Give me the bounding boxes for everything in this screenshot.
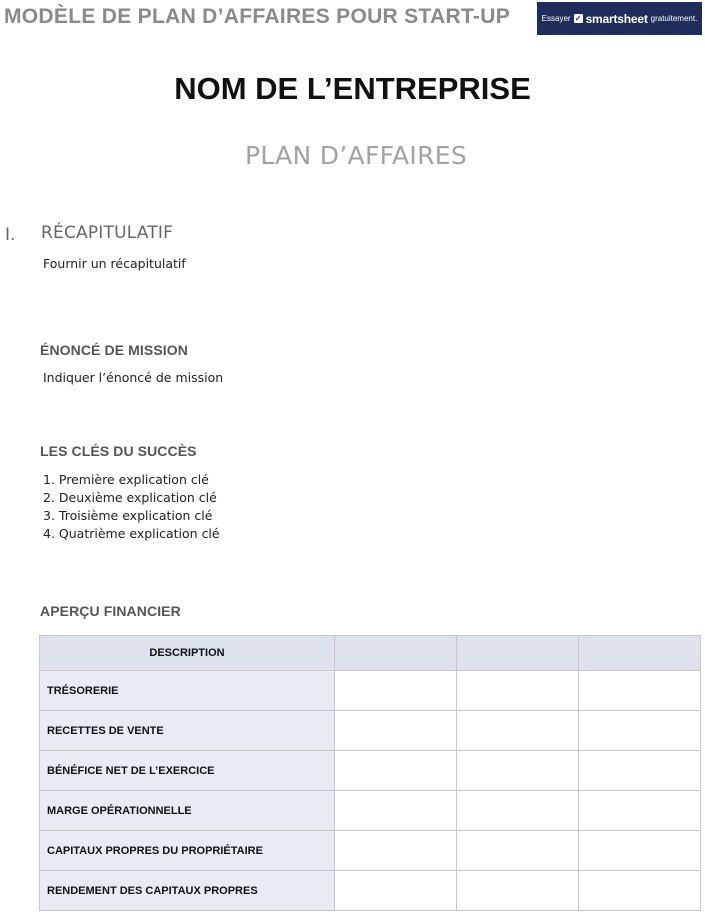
table-row [40,831,701,871]
plan-title: PLAN D’AFFAIRES [244,141,468,170]
financial-table [39,635,701,911]
table-cell[interactable] [335,831,457,871]
column-header [335,636,457,671]
smartsheet-promo-button[interactable] [537,2,702,35]
table-cell[interactable] [457,871,579,911]
row-label: BÉNÉFICE NET DE L’EXERCICE [40,751,335,791]
mission-heading: ÉNONCÉ DE MISSION [40,342,188,358]
list-item: 1. Première explication clé [43,472,209,487]
row-label: RENDEMENT DES CAPITAUX PROPRES [40,871,335,911]
document-header-title: MODÈLE DE PLAN D’AFFAIRES POUR START-UP [4,5,510,28]
table-cell[interactable] [335,711,457,751]
list-item: 3. Troisième explication clé [43,508,213,523]
table-cell[interactable] [335,671,457,711]
table-cell[interactable] [579,871,701,911]
table-row [40,791,701,831]
company-name: NOM DE L’ENTREPRISE [174,71,531,106]
promo-suffix: gratuitement. [650,14,698,23]
promo-brand: smartsheet [585,11,648,26]
promo-prefix: Essayer [541,14,571,23]
table-row [40,671,701,711]
section-number: I. [5,225,16,245]
column-header [579,636,701,671]
table-cell[interactable] [579,711,701,751]
column-header [457,636,579,671]
description-header: DESCRIPTION [40,636,335,671]
table-cell[interactable] [335,751,457,791]
summary-text: Fournir un récapitulatif [43,256,186,271]
table-cell[interactable] [457,791,579,831]
table-cell[interactable] [579,671,701,711]
table-cell[interactable] [579,751,701,791]
table-row [40,711,701,751]
table-row [40,871,701,911]
list-item: 4. Quatrième explication clé [43,526,220,541]
table-row [40,751,701,791]
row-label: TRÉSORERIE [40,671,335,711]
table-cell[interactable] [579,791,701,831]
list-item: 2. Deuxième explication clé [43,490,217,505]
table-cell[interactable] [335,791,457,831]
checkmark-logo-icon: ✓ [574,14,582,23]
mission-text: Indiquer l’énoncé de mission [43,370,224,385]
financial-heading: APERÇU FINANCIER [40,603,181,619]
section-title: RÉCAPITULATIF [41,223,174,243]
table-cell[interactable] [457,711,579,751]
table-cell[interactable] [457,831,579,871]
table-header-row [40,636,701,671]
table-cell[interactable] [457,671,579,711]
keys-heading: LES CLÉS DU SUCCÈS [40,443,197,459]
keys-list [43,471,220,543]
table-cell[interactable] [457,751,579,791]
row-label: CAPITAUX PROPRES DU PROPRIÉTAIRE [40,831,335,871]
table-cell[interactable] [579,831,701,871]
row-label: MARGE OPÉRATIONNELLE [40,791,335,831]
row-label: RECETTES DE VENTE [40,711,335,751]
table-cell[interactable] [335,871,457,911]
